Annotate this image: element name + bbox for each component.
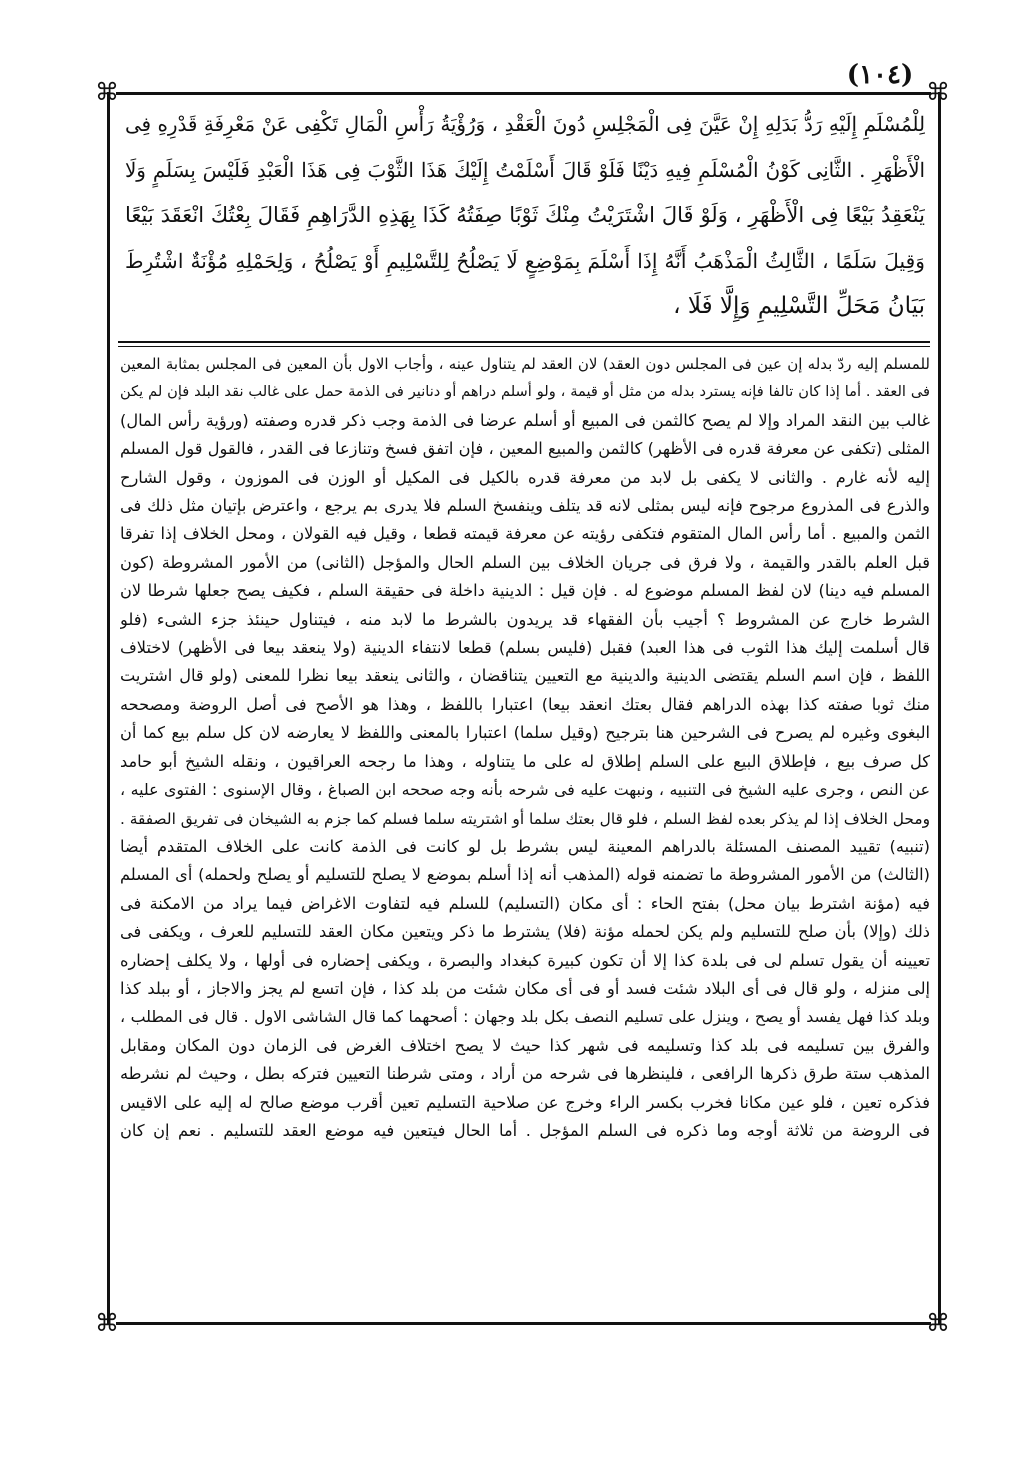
- corner-ornament-icon: ⌘: [95, 78, 119, 106]
- frame-left-rule: [107, 92, 110, 1324]
- frame-bottom-rule: [116, 1322, 931, 1325]
- sharh-line: فى العقد . أما إذا كان تالفا فإنه يسترد بدله من مثل أو قيمة ، ولو أسلم دراهم أو دنانير فى الذمة حمل على غالب نقد البلد فإن لم يكن: [120, 383, 930, 401]
- sharh-line: عن النص ، وجرى عليه الشيخ فى التنبيه ، ونبهت عليه فى شرحه بأنه وجه صححه ابن الصباغ ، وقال الإسنوى : الفتوى عليه ،: [120, 780, 930, 800]
- sharh-line: قبل العلم بالقدر والقيمة ، ولا فرق فى جريان الخلاف بين السلم الحال والمؤجل (الثانى) من الأمور المشروطة (كون: [120, 552, 930, 572]
- sharh-line: المسلم فيه دينا) لان لفظ المسلم موضوع له . فإن قيل : الدينية داخلة فى حقيقة السلم ، فكيف يصح جعلها شرطا لان: [120, 581, 930, 601]
- sharh-line: والذرع فى المذروع مرجوح فإنه ليس بمثلى لانه قد يتلف وينفسخ السلم فلا يدرى بم يرجع ، واعترض بإتيان مثل ذلك فى: [120, 496, 930, 516]
- sharh-line: إلى منزله ، ولو قال فى أى البلاد شئت فسد أو فى أى مكان شئت من بلد كذا ، فإن اتسع لم يجز والاجاز ، أو ببلد كذا: [120, 978, 930, 998]
- frame-top-rule: [116, 92, 931, 95]
- matn-line: بَيَانُ مَحَلِّ التَّسْلِيمِ وَإِلَّا فَلَا ،: [673, 293, 925, 319]
- sharh-line: ومحل الخلاف إذا لم يذكر بعده لفظ السلم ، فلو قال بعتك سلما أو اشتريته سلما فسلم كما جزم به الشيخان فى تفريق الصفقة .: [120, 809, 930, 828]
- matn-line: الْأَظْهَرِ . الثَّانِى كَوْنُ الْمُسْلَمِ فِيهِ دَيْنًا فَلَوْ قَالَ أَسْلَمْتُ إِلَيْكَ هَذَا الثَّوْبَ فِى هَذَا الْعَبْدِ فَلَيْسَ بِسَلَمٍ وَلَا: [125, 158, 925, 182]
- sharh-line: وبلد كذا فهل يفسد أو يصح ، وينزل على تسليم النصف بكل بلد وجهان : أصحهما كما قال الشاشى الاول . قال فى المطلب ،: [120, 1007, 930, 1027]
- sharh-line: المذهب ستة طرق ذكرها الرافعى ، فلينظرها فى شرحه من أراد ، ومتى شرطنا التعيين فتركه بطل ، وحيث لم نشرطه: [120, 1064, 930, 1084]
- matn-line: وَقِيلَ سَلَمًا ، الثَّالِثُ الْمَذْهَبُ أَنَّهُ إِذَا أَسْلَمَ بِمَوْضِعٍ لَا يَصْلُحُ لِلتَّسْلِيمِ أَوْ يَصْلُحُ ، وَلِحَمْلِهِ مُؤْنَةٌ اشْتُرِطَ: [125, 248, 925, 273]
- matn-line: يَنْعَقِدُ بَيْعًا فِى الْأَظْهَرِ ، وَلَوْ قَالَ اشْتَرَيْتُ مِنْكَ ثَوْبًا صِفَتُهُ كَذَا بِهَذِهِ الدَّرَاهِمِ فَقَالَ بِعْتُكَ انْعَقَدَ بَيْعًا: [125, 203, 925, 227]
- sharh-line: فى الروضة من ثلاثة أوجه وما ذكره فى السلم المؤجل . أما الحال فيتعين فيه موضع العقد للتسليم . نعم إن كان: [120, 1120, 930, 1140]
- sharh-line: (تنبيه) تقييد المصنف المسئلة بالدراهم المعينة ليس بشرط بل لو كانت فى الذمة كانت على الخلاف المتقدم أيضا: [120, 836, 930, 856]
- sharh-line: إليه لأنه غارم . والثانى لا يكفى بل لابد من معرفة قدره بالكيل فى المكيل أو الوزن فى الموزون ، وقول الشارح: [120, 467, 930, 487]
- matn-line: لِلْمُسْلَمِ إِلَيْهِ رَدُّ بَدَلِهِ إِنْ عَيَّنَ فِى الْمَجْلِسِ دُونَ الْعَقْدِ ، وَرُؤْيَةُ رَأْسِ الْمَالِ تَكْفِى عَنْ مَعْرِفَةِ قَدْرِهِ فِى: [125, 113, 925, 136]
- corner-ornament-icon: ⌘: [95, 1309, 119, 1337]
- matn-text-block: [125, 102, 925, 337]
- sharh-line: تعيينه أن يقول تسلم لى فى بلدة كذا إلا أن تكون كبيرة كبغداد والبصرة ، ويكفى إحضاره فى أولها ، ولا يكلف إحضاره: [120, 950, 930, 970]
- sharh-line: كل صرف بيع ، فإطلاق البيع على السلم إطلاق له على ما يتناوله ، وهذا ما رجحه العراقيون ، ونقله الشيخ أبو حامد: [120, 751, 930, 771]
- sharh-commentary-block: [120, 350, 930, 1318]
- sharh-line: والفرق بين تسليمه فى بلد كذا وتسليمه فى شهر كذا حيث لا يصح اختلاف الغرض فى الزمان دون المكان ومقابل: [120, 1035, 930, 1055]
- frame-right-rule: [938, 92, 941, 1324]
- corner-ornament-icon: ⌘: [926, 78, 950, 106]
- sharh-line: ذلك (وإلا) بأن صلح للتسليم ولم يكن لحمله مؤنة (فلا) يشترط ما ذكر ويتعين مكان العقد للتسليم للعرف ، ويكفى فى: [120, 922, 930, 942]
- sharh-line: (الثالث) من الأمور المشروطة ما تضمنه قوله (المذهب أنه إذا أسلم بموضع لا يصلح للتسليم أو يصلح ولحمله) أى المسلم: [120, 865, 930, 885]
- sharh-line: للمسلم إليه ردّ بدله إن عين فى المجلس دون العقد) لان العقد لم يتناول عينه ، وأجاب الاول بأن المعين فى المجلس بمثابة المعين: [120, 355, 930, 373]
- section-divider: [118, 341, 930, 347]
- sharh-line: قال أسلمت إليك هذا الثوب فى هذا العبد) فقبل (فليس بسلم) قطعا لانتفاء الدينية (ولا ينعقد بيعا فى الأظهر) لاختلاف: [120, 638, 930, 658]
- sharh-line: فيه (مؤنة اشترط بيان محل) بفتح الحاء : أى مكان (التسليم) للسلم فيه لتفاوت الاغراض فيما يراد من الامكنة فى: [120, 893, 930, 913]
- sharh-line: غالب بين النقد المراد وإلا لم يصح كالثمن فى المبيع أو أسلم عرضا فى الذمة وجب ذكر قدره وصفته (ورؤية رأس المال): [120, 410, 930, 430]
- sharh-line: فذكره تعين ، فلو عين مكانا فخرب بكسر الراء وخرج عن صلاحية التسليم تعين أقرب موضع صالح له إليه على الاقيس: [120, 1092, 930, 1112]
- sharh-line: البغوى وغيره لم يصرح فى الشرحين هنا بترجيح (وقيل سلما) اعتبارا بالمعنى واللفظ لا يعارضه لان كل سلم بيع كما أن: [120, 723, 930, 743]
- page-number: (١٠٤): [846, 60, 914, 90]
- sharh-line: الثمن والمبيع . أما رأس المال المتقوم فتكفى رؤيته عن معرفة قيمته قطعا ، وقيل فيه القولان ، ومحل الخلاف إذا تفرقا: [120, 524, 930, 544]
- sharh-line: منك ثوبا صفته كذا بهذه الدراهم فقال بعتك انعقد بيعا) اعتبارا باللفظ ، وهذا هو الأصح فى أصل الروضة ومصححه: [120, 694, 930, 714]
- corner-ornament-icon: ⌘: [926, 1309, 950, 1337]
- sharh-line: المثلى (تكفى عن معرفة قدره فى الأظهر) كالثمن والمبيع المعين ، فإن اتفق فسخ وتنازعا فى القدر ، فالقول قول المسلم: [120, 439, 930, 459]
- sharh-line: الشرط خارج عن المشروط ؟ أجيب بأن الفقهاء قد يريدون بالشرط ما لابد منه ، فيتناول حينئذ جزء الشىء (فلو: [120, 609, 930, 629]
- sharh-line: اللفظ ، فإن اسم السلم يقتضى الدينية والدينية مع التعيين يتناقضان ، والثانى ينعقد بيعا نظرا للمعنى (ولو قال اشتريت: [120, 666, 930, 686]
